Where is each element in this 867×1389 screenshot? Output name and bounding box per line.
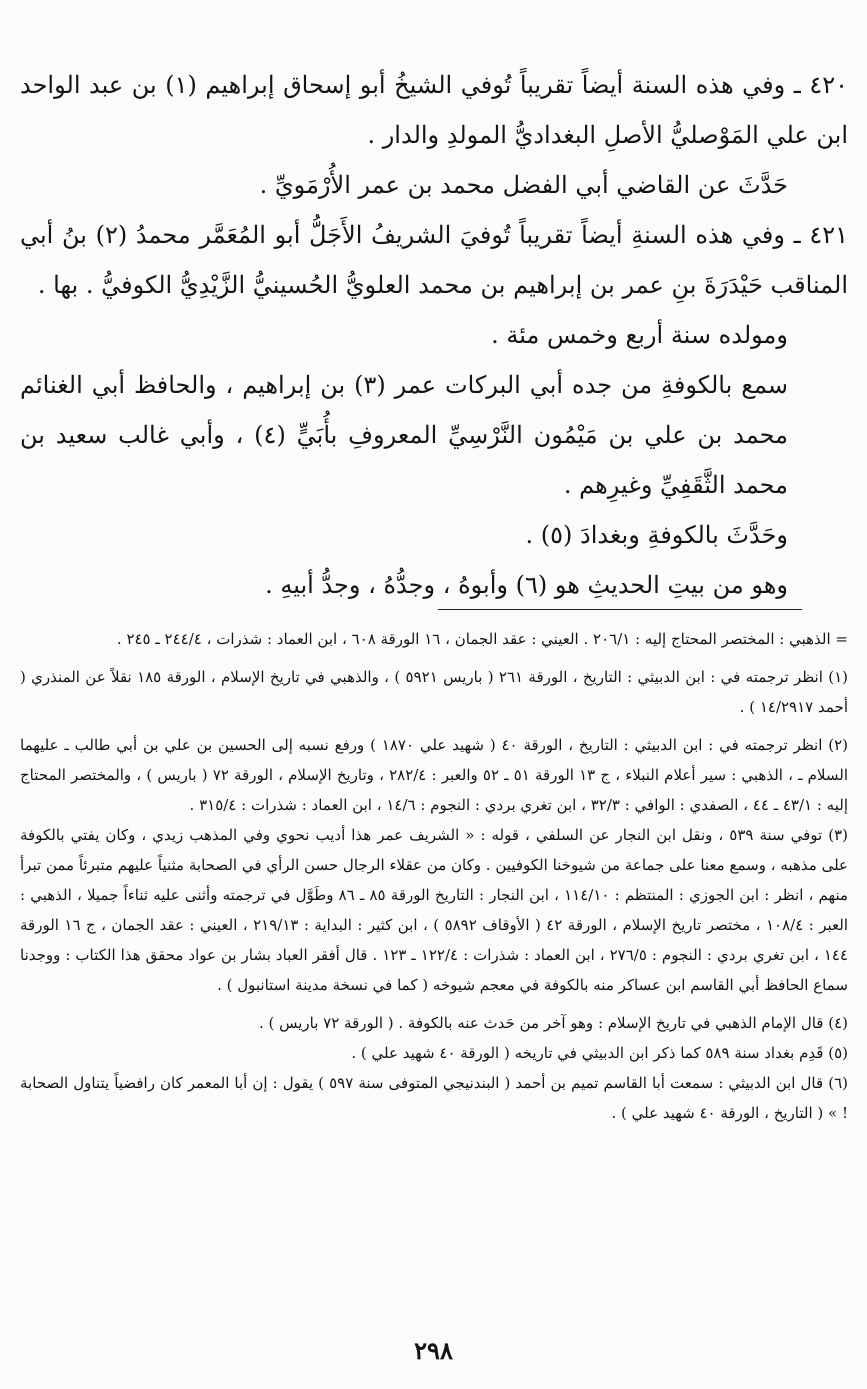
entry-421-paragraph: ٤٢١ ـ وفي هذه السنةِ أيضاً تقريباً تُوفيَ الشريفُ الأَجَلُّ أبو المُعَمَّر محمدُ (٢) بنُ أبي المناقب حَيْدَرَةَ بنِ عمر بن إبراهيم بن محمد العلويُّ الحُسينيُّ الزَّيْدِيُّ الكوفيُّ . بها . <box>20 221 848 299</box>
page-number: ٢٩٨ <box>414 1336 453 1365</box>
footnote-3: (٣) توفي سنة ٥٣٩ ، ونقل ابن النجار عن السلفي ، قوله : « الشريف عمر هذا أديب نحوي وفي المذهب زيدي ، وكان يفتي بالكوفة على مذهبه ، وسمع معنا على جماعة من شيوخنا الكوفيين . وكان من عقلاء الرجال حسن الرأي في الصحابة مثنياً عليهم متبرئاً ممن تبرأ منهم ، انظر : ابن الجوزي : المنتظم : ١١٤/١٠ ، ابن النجار : التاريخ الورقة ٨٥ ـ ٨٦ وطَوَّل في ترجمته وأثنى عليه ثناءاً جميلا ، الذهبي : العبر : ١٠٨/٤ ، مختصر تاريخ الإسلام ، الورقة ٤٢ ( الأوقاف ٥٨٩٢ ) ، ابن كثير : البداية : ٢١٩/١٣ ، العيني : عقد الجمان ، ج ١٦ الورقة ١٤٤ ، ابن تغري بردي : النجوم : ٢٧٦/٥ ، ابن العماد : شذرات : ١٢٢/٤ ـ ١٢٣ . قال أفقر العباد بشار بن عواد محقق هذا الكتاب : ووجدنا سماع الحافظ أبي القاسم ابن عساكر منه بالكوفة في معجم شيوخه ( كما في نسخة مدينة استانبول ) . <box>20 826 849 994</box>
family-paragraph: وهو من بيتِ الحديثِ هو (٦) وأبوهُ ، وجدُّهُ ، وجدُّ أبيهِ . <box>265 571 788 599</box>
narration-paragraph: حَدَّثَ عن القاضي أبي الفضل محمد بن عمر الأُرْمَويِّ . <box>259 171 788 199</box>
footnotes <box>20 624 848 1128</box>
narrated-paragraph: وحَدَّثَ بالكوفةِ وبغدادَ (٥) . <box>525 521 788 549</box>
footnote-4: (٤) قال الإمام الذهبي في تاريخ الإسلام : وهو آخر من حَدث عنه بالكوفة . ( الورقة ٧٢ باريس ) . <box>258 1014 848 1032</box>
entry-420-paragraph: ٤٢٠ ـ وفي هذه السنة أيضاً تقريباً تُوفي الشيخُ أبو إسحاق إبراهيم (١) بن عبد الواحد ابن علي المَوْصليُّ الأصلِ البغداديُّ المولدِ والدار . <box>20 71 848 149</box>
birth-paragraph: ومولده سنة أربع وخمس مئة . <box>491 321 788 349</box>
main-text <box>20 60 848 610</box>
footnote-6: (٦) قال ابن الدبيثي : سمعت أبا القاسم تميم بن أحمد ( البندنيجي المتوفى سنة ٥٩٧ ) يقول : إن أبا المعمر كان رافضياً يتناول الصحابة ! » ( التاريخ ، الورقة ٤٠ شهيد علي ) . <box>20 1074 848 1122</box>
footnote-divider <box>438 609 802 610</box>
teachers-paragraph: سمع بالكوفةِ من جده أبي البركات عمر (٣) بن إبراهيم ، والحافظ أبي الغنائم محمد بن علي بن مَيْمُون النَّرْسِيِّ المعروفِ بأُبَيٍّ (٤) ، وأبي غالب سعيد بن محمد الثَّقَفِيِّ وغيرِهم . <box>20 371 789 499</box>
footnote-5: (٥) قَدِم بغداد سنة ٥٨٩ كما ذكر ابن الدبيثي في تاريخه ( الورقة ٤٠ شهيد علي ) . <box>351 1044 848 1062</box>
footnote-continuation: = الذهبي : المختصر المحتاج إليه : ٢٠٦/١ . العيني : عقد الجمان ، ١٦ الورقة ٦٠٨ ، ابن العماد : شذرات ، ٢٤٤/٤ ـ ٢٤٥ . <box>116 630 848 648</box>
footnote-1: (١) انظر ترجمته في : ابن الدبيثي : التاريخ ، الورقة ٢٦١ ( باريس ٥٩٢١ ) ، والذهبي في تاريخ الإسلام ، الورقة ١٨٥ نقلاً عن المنذري ( أحمد ١٤/٢٩١٧ ) . <box>20 668 848 716</box>
footnote-2: (٢) انظر ترجمته في : ابن الدبيثي : التاريخ ، الورقة ٤٠ ( شهيد علي ١٨٧٠ ) ورفع نسبه إلى الحسين بن علي بن أبي طالب ـ عليهما السلام ـ ، الذهبي : سير أعلام النبلاء ، ج ١٣ الورقة ٥١ ـ ٥٢ والعبر : ٢٨٢/٤ ، وتاريخ الإسلام ، الورقة ٧٢ ( باريس ) ، والمختصر المحتاج إليه : ٤٣/١ ـ ٤٤ ، الصفدي : الوافي : ٣٢/٣ ، ابن تغري بردي : النجوم : ١٤/٦ ، ابن العماد : شذرات : ٣١٥/٤ . <box>20 736 849 814</box>
